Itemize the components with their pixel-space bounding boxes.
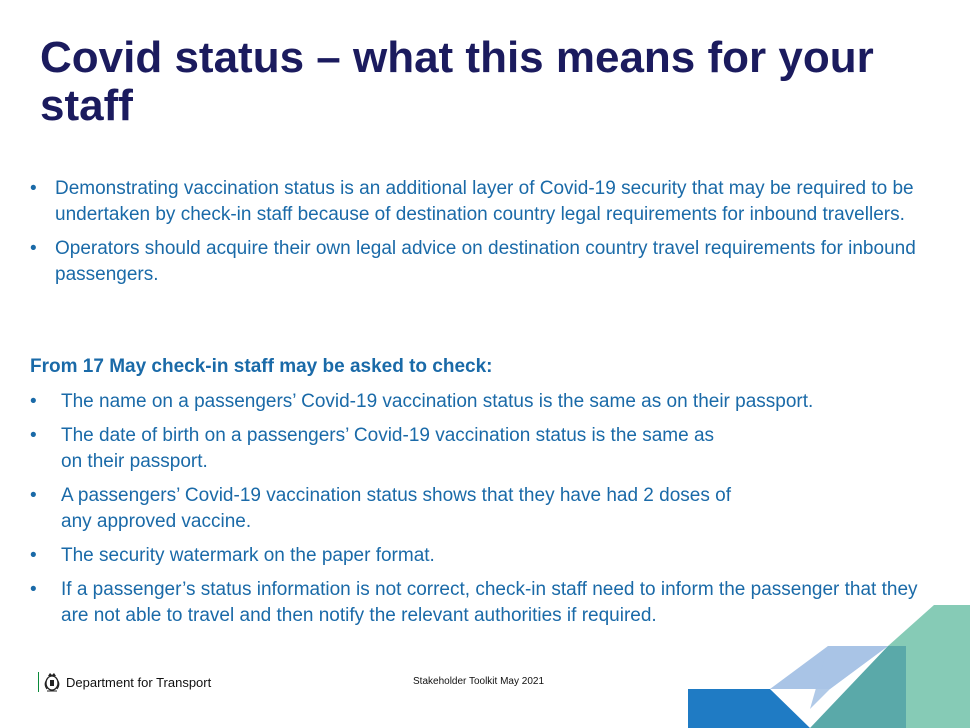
check-bullet-list: [30, 389, 930, 637]
dft-logo: [38, 670, 211, 694]
intro-bullet-list: [30, 176, 930, 296]
check-heading: From 17 May check-in staff may be asked to check:: [30, 356, 493, 377]
slide-title: Covid status – what this means for your staff: [40, 33, 874, 130]
check-bullet: • The date of birth on a passengers’ Covid-19 vaccination status is the same as on their passport.: [30, 423, 930, 475]
check-bullet: • If a passenger’s status information is not correct, check-in staff need to inform the passenger that they are not able to travel and then notify the relevant authorities if required.: [30, 577, 930, 629]
check-bullet: • The name on a passengers’ Covid-19 vaccination status is the same as on their passport.: [30, 389, 930, 415]
royal-crest-icon: [43, 672, 61, 692]
toolkit-label: Stakeholder Toolkit May 2021: [413, 676, 545, 687]
check-bullet: • The security watermark on the paper format.: [30, 543, 930, 569]
intro-bullet: • Demonstrating vaccination status is an additional layer of Covid-19 security that may be required to be undertaken by check-in staff because of destination country legal requirements for inbound travellers.: [30, 176, 930, 228]
decorative-shapes: [688, 605, 970, 728]
logo-divider: [38, 672, 39, 692]
check-bullet: • A passengers’ Covid-19 vaccination status shows that they have had 2 doses of any approved vaccine.: [30, 483, 930, 535]
deco-dark-blue-shape: [688, 689, 810, 728]
logo-text: Department for Transport: [66, 674, 212, 690]
intro-bullet: • Operators should acquire their own legal advice on destination country travel requirements for inbound passengers.: [30, 236, 930, 288]
